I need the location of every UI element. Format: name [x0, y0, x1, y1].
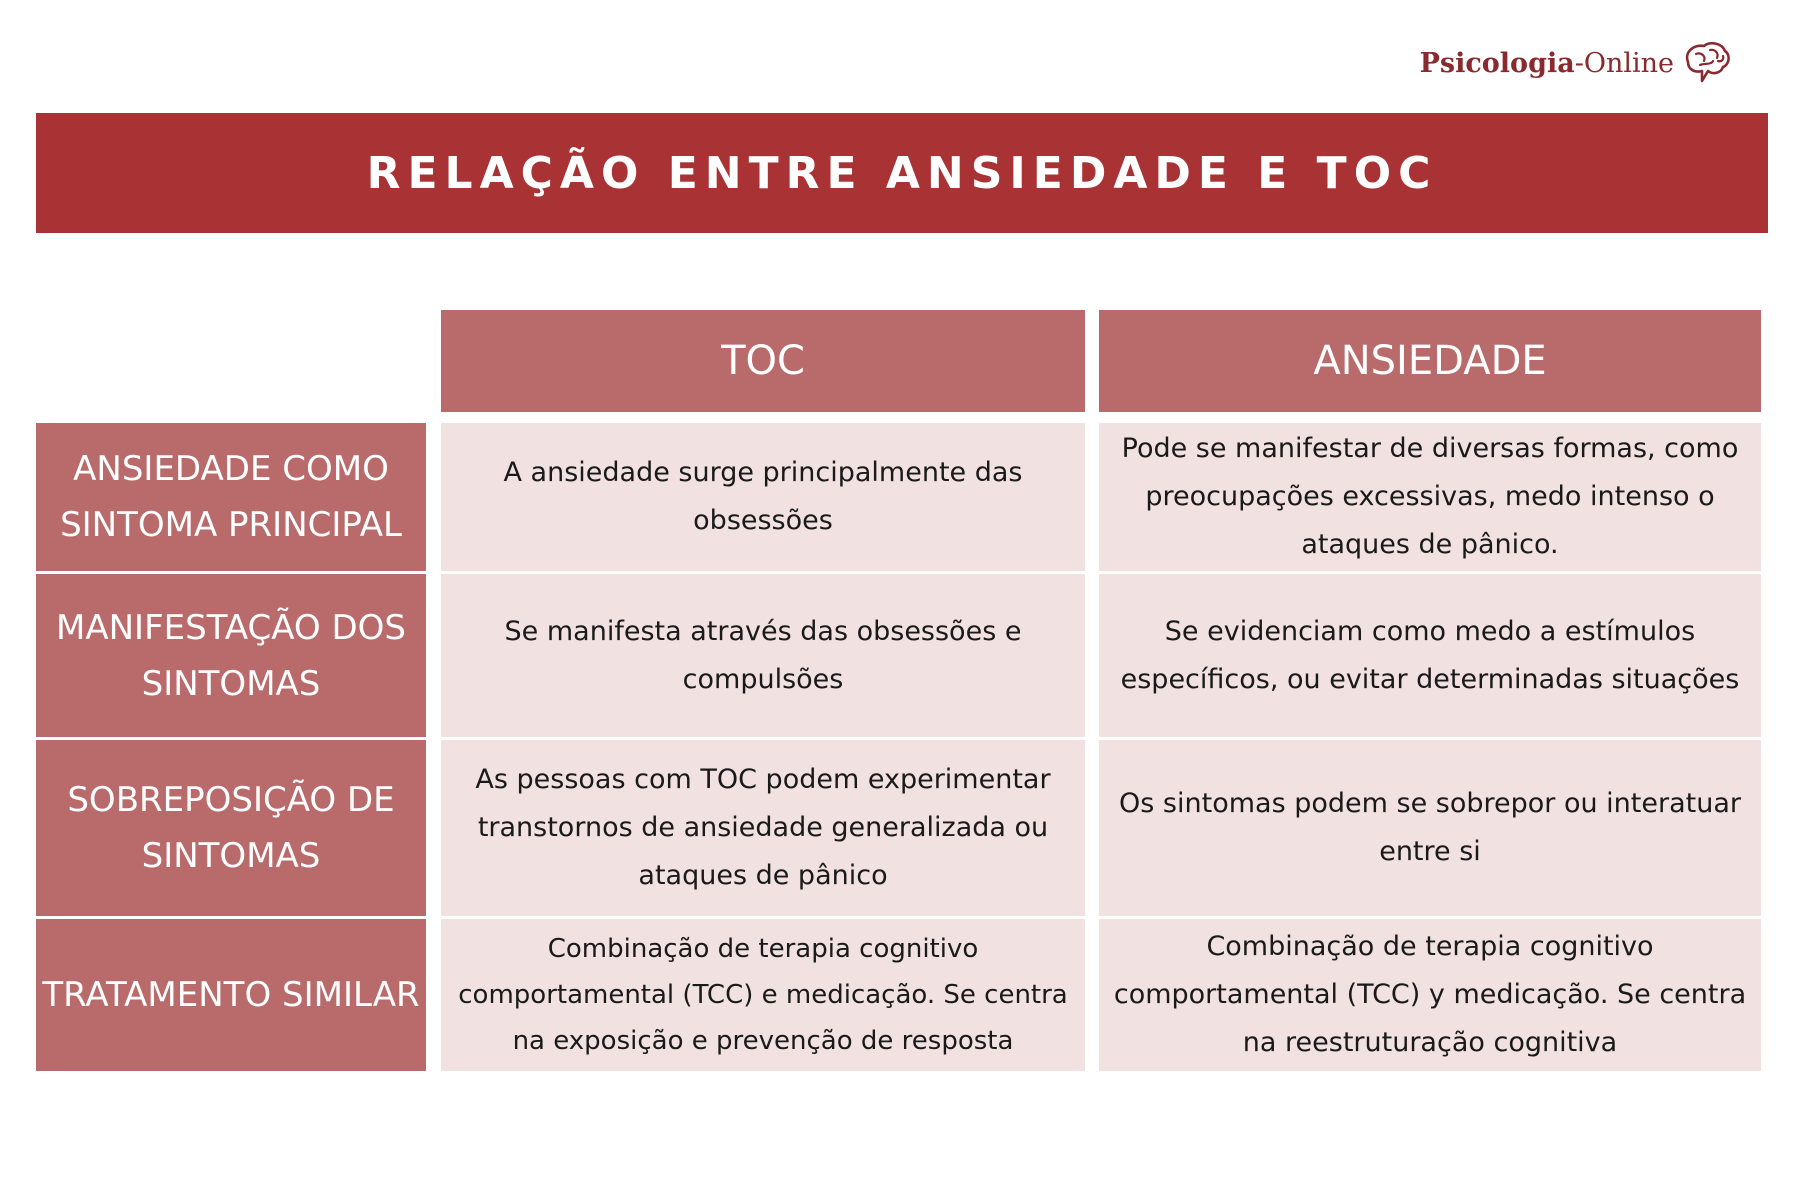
brain-icon [1680, 40, 1732, 86]
logo-text-bold: Psicologia [1419, 47, 1575, 79]
row-label-manifestacao: MANIFESTAÇÃO DOS SINTOMAS [36, 574, 426, 737]
column-header-toc: TOC [441, 310, 1085, 412]
page-title: RELAÇÃO ENTRE ANSIEDADE E TOC [366, 147, 1438, 199]
row-label-ansiedade-como-sintoma: ANSIEDADE COMO SINTOMA PRINCIPAL [36, 423, 426, 571]
logo-text [1420, 48, 1674, 79]
cell-toc-2: Se manifesta através das obsessões e compulsões [441, 574, 1085, 737]
row-label-sobreposicao: SOBREPOSIÇÃO DE SINTOMAS [36, 740, 426, 916]
cell-ansiedade-3: Os sintomas podem se sobrepor ou interatuar entre si [1099, 740, 1761, 916]
column-header-ansiedade: ANSIEDADE [1099, 310, 1761, 412]
cell-ansiedade-1: Pode se manifestar de diversas formas, como preocupações excessivas, medo intenso o ataques de pânico. [1099, 423, 1761, 571]
logo-text-rest: -Online [1574, 47, 1674, 79]
cell-ansiedade-2: Se evidenciam como medo a estímulos específicos, ou evitar determinadas situações [1099, 574, 1761, 737]
cell-toc-4: Combinação de terapia cognitivo comportamental (TCC) e medicação. Se centra na exposição e prevenção de resposta [441, 919, 1085, 1071]
title-banner [36, 113, 1768, 233]
brand-logo [1420, 40, 1732, 86]
row-label-tratamento: TRATAMENTO SIMILAR [36, 919, 426, 1071]
cell-ansiedade-4: Combinação de terapia cognitivo comportamental (TCC) y medicação. Se centra na reestruturação cognitiva [1099, 919, 1761, 1071]
cell-toc-1: A ansiedade surge principalmente das obsessões [441, 423, 1085, 571]
cell-toc-3: As pessoas com TOC podem experimentar transtornos de ansiedade generalizada ou ataques de pânico [441, 740, 1085, 916]
